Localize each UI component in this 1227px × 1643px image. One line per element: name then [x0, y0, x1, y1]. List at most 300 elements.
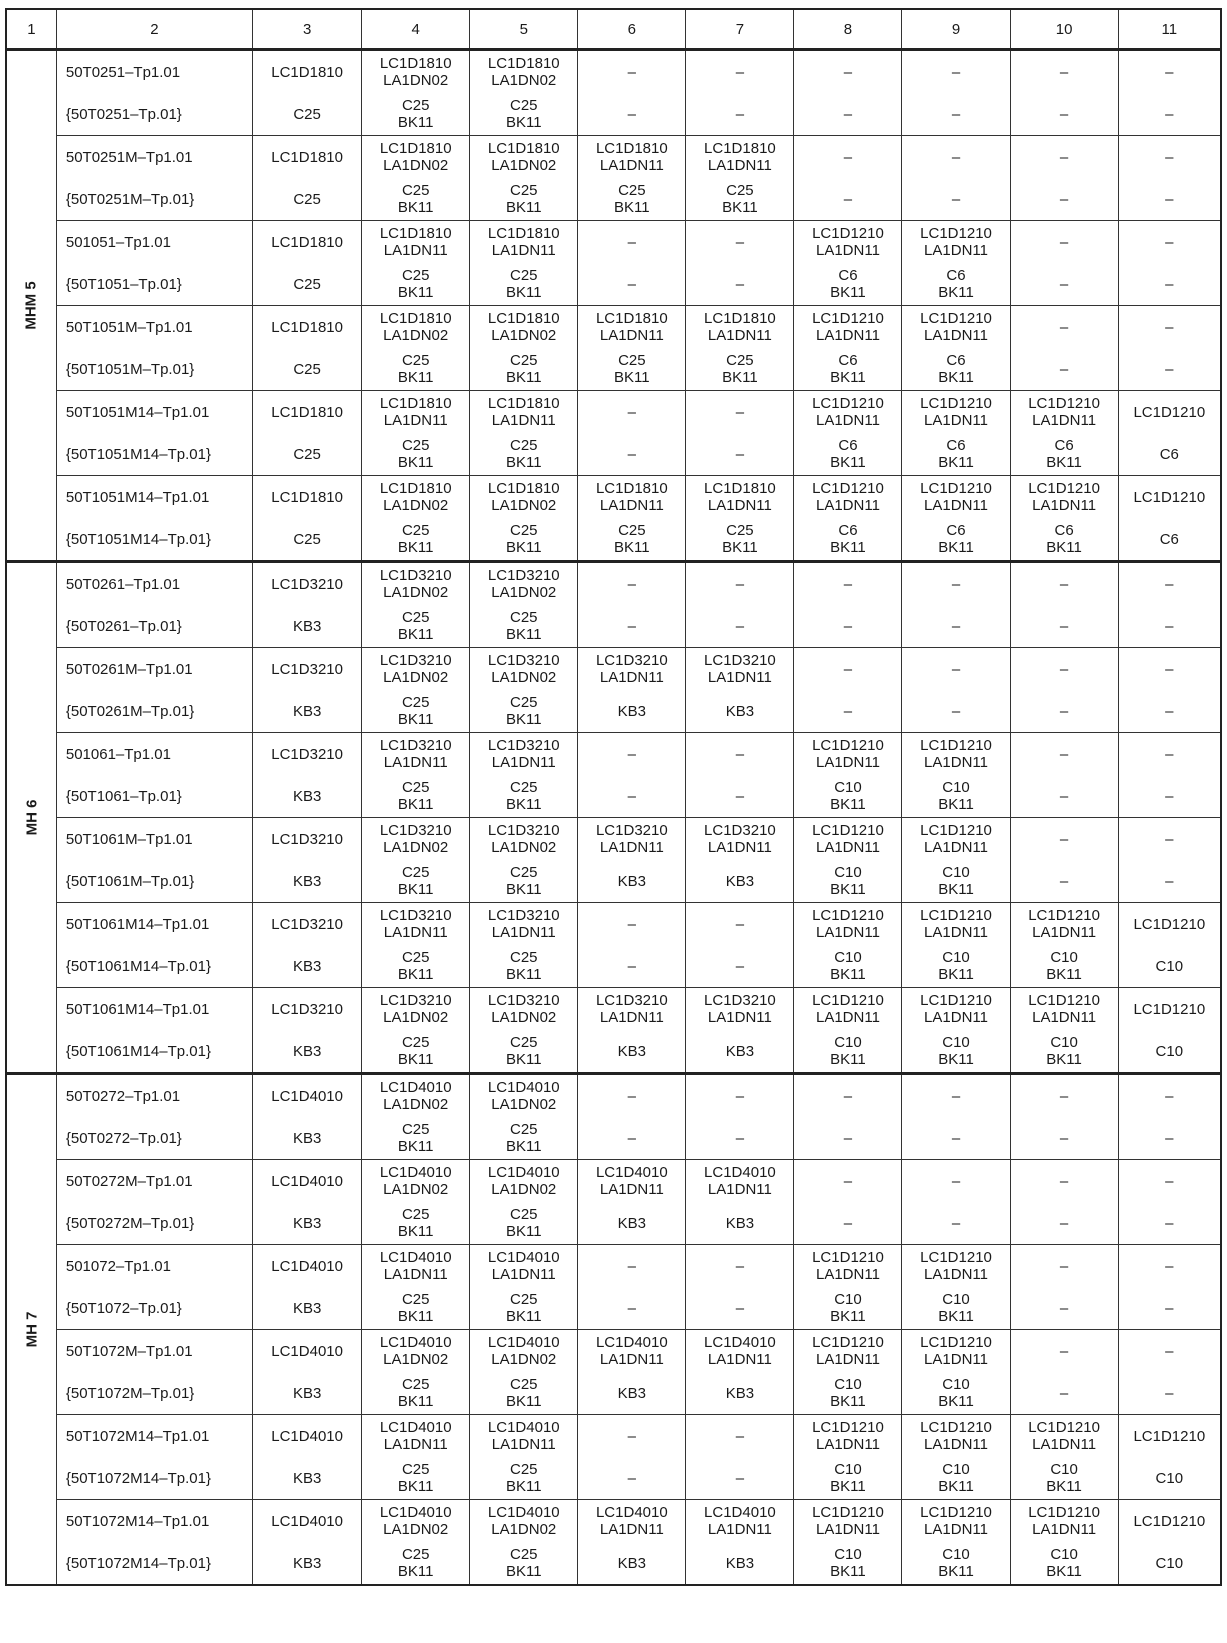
dash-mark: –: [843, 1087, 853, 1105]
cell-line: LA1DN11: [815, 1009, 880, 1026]
dash-mark: –: [1059, 63, 1069, 81]
table-cell: [902, 306, 1010, 349]
cell-line: LC1D3210: [379, 822, 452, 839]
table-cell: [470, 1330, 578, 1373]
cell-line: BK11: [830, 796, 866, 813]
cell-line: C10: [942, 864, 970, 881]
cell-line: BK11: [397, 1563, 434, 1580]
dash-mark: –: [627, 745, 636, 763]
cell-line: BK11: [505, 1478, 542, 1495]
column-header: 9: [902, 9, 1010, 50]
cell-line: LC1D3210: [271, 745, 343, 763]
cell-line: LA1DN11: [707, 1181, 772, 1198]
table-row: [6, 263, 1221, 306]
table-cell: [470, 605, 578, 648]
dash-mark: –: [1165, 1214, 1174, 1232]
table-row: [6, 648, 1221, 691]
cell-line: LC1D1810: [704, 480, 776, 497]
cell-line: LA1DN11: [599, 327, 664, 344]
table-cell: [1010, 775, 1118, 818]
dash-mark: –: [843, 1129, 853, 1147]
dash-mark: –: [627, 445, 636, 463]
cell-line: LA1DN11: [383, 924, 448, 941]
dash-mark: –: [843, 702, 853, 720]
cell-line: LC1D1210: [1028, 395, 1100, 412]
table-cell: [578, 1415, 686, 1458]
cell-line: C10: [834, 864, 862, 881]
cell-line: C10: [834, 779, 862, 796]
cell-line: LA1DN11: [924, 412, 988, 429]
cell-line: BK11: [1046, 454, 1082, 471]
table-cell: [1010, 50, 1118, 94]
cell-line: LC1D4010: [487, 1504, 560, 1521]
dash-mark: –: [1165, 318, 1174, 336]
table-cell: [1118, 1117, 1221, 1160]
table-cell: [362, 348, 470, 391]
cell-line: LC1D3210: [487, 652, 560, 669]
table-cell: [362, 391, 470, 434]
table-cell: [578, 476, 686, 519]
dash-mark: –: [1059, 1384, 1069, 1402]
dash-mark: –: [1165, 63, 1174, 81]
table-cell: [253, 1160, 362, 1203]
cell-line: BK11: [722, 369, 758, 386]
cell-line: LA1DN11: [599, 1181, 664, 1198]
dash-mark: –: [627, 105, 636, 123]
dash-mark: –: [1059, 1129, 1069, 1147]
cell-line: LA1DN11: [383, 412, 448, 429]
table-cell: [902, 988, 1010, 1031]
cell-line: BK11: [938, 1308, 974, 1325]
table-row: [6, 945, 1221, 988]
cell-line: LC1D3210: [379, 907, 452, 924]
cell-line: LA1DN02: [491, 1521, 557, 1538]
cell-line: LA1DN11: [1032, 412, 1097, 429]
cell-line: LA1DN11: [1032, 497, 1097, 514]
header-row: [6, 9, 1221, 50]
table-cell: [578, 50, 686, 94]
section-label-text: MH 6: [22, 799, 40, 836]
cell-line: C25: [401, 694, 430, 711]
table-cell: [253, 1372, 362, 1415]
table-cell: [253, 348, 362, 391]
cell-line: LC1D1210: [812, 737, 884, 754]
table-cell: [1010, 1457, 1118, 1500]
table-cell: [1118, 1074, 1221, 1118]
table-cell: [253, 1030, 362, 1074]
cell-line: LC1D4010: [487, 1249, 560, 1266]
table-cell: [578, 1030, 686, 1074]
cell-line: LA1DN11: [924, 1266, 988, 1283]
table-cell: [686, 518, 794, 562]
cell-line: LC1D1810: [487, 55, 560, 72]
table-cell: [253, 50, 362, 94]
table-cell: [470, 1372, 578, 1415]
cell-line: BK11: [830, 369, 866, 386]
cell-line: C10: [1050, 1034, 1078, 1051]
cell-line: LC1D3210: [271, 1000, 343, 1018]
cell-line: C25: [726, 182, 754, 199]
cell-line: BK11: [397, 1393, 434, 1410]
cell-line: LA1DN11: [815, 1436, 880, 1453]
cell-line: LA1DN11: [924, 497, 988, 514]
type-designation: 50T1061M–Tp1.01: [56, 818, 252, 861]
column-header: 2: [56, 9, 252, 50]
cell-line: C6: [1159, 445, 1179, 463]
cell-line: LC1D1210: [920, 395, 992, 412]
table-cell: [578, 391, 686, 434]
table-cell: [253, 648, 362, 691]
table-row: [6, 690, 1221, 733]
cell-line: LC1D4010: [595, 1164, 668, 1181]
cell-line: C25: [510, 1546, 538, 1563]
dash-mark: –: [1059, 360, 1069, 378]
cell-line: LA1DN11: [383, 1266, 448, 1283]
table-row: [6, 1245, 1221, 1288]
table-cell: [902, 1415, 1010, 1458]
cell-line: LC1D1210: [812, 1249, 884, 1266]
dash-mark: –: [627, 1469, 636, 1487]
table-cell: [578, 988, 686, 1031]
table-cell: [578, 903, 686, 946]
table-cell: [1010, 1202, 1118, 1245]
table-cell: [253, 860, 362, 903]
cell-line: BK11: [505, 454, 542, 471]
table-cell: [362, 818, 470, 861]
cell-line: BK11: [830, 1308, 866, 1325]
table-row: [6, 1074, 1221, 1118]
type-designation: {50T0272–Tp.01}: [56, 1117, 252, 1160]
table-cell: [1010, 306, 1118, 349]
type-designation: {50T1061M–Tp.01}: [56, 860, 252, 903]
cell-line: BK11: [397, 369, 434, 386]
table-cell: [362, 690, 470, 733]
cell-line: LA1DN11: [599, 669, 664, 686]
cell-line: LA1DN02: [383, 1181, 449, 1198]
table-cell: [470, 1160, 578, 1203]
type-designation: {50T1051M14–Tp.01}: [56, 518, 252, 562]
cell-line: BK11: [938, 1393, 974, 1410]
type-designation: {50T1072M–Tp.01}: [56, 1372, 252, 1415]
cell-line: LA1DN11: [924, 1521, 988, 1538]
table-cell: [362, 221, 470, 264]
cell-line: LC1D1810: [379, 55, 452, 72]
cell-line: LC1D4010: [487, 1334, 560, 1351]
type-designation: 501072–Tp1.01: [56, 1245, 252, 1288]
table-cell: [794, 1542, 902, 1585]
cell-line: LA1DN02: [491, 497, 557, 514]
table-cell: [362, 648, 470, 691]
table-cell: [253, 1500, 362, 1543]
table-cell: [902, 818, 1010, 861]
table-cell: [470, 1415, 578, 1458]
cell-line: BK11: [830, 966, 866, 983]
cell-line: LC1D1210: [812, 480, 884, 497]
table-cell: [1118, 476, 1221, 519]
cell-line: C10: [834, 1376, 862, 1393]
table-cell: [794, 1160, 902, 1203]
cell-line: LA1DN11: [707, 839, 772, 856]
table-cell: [686, 50, 794, 94]
cell-line: BK11: [397, 454, 434, 471]
table-cell: [1118, 1415, 1221, 1458]
cell-line: BK11: [397, 1051, 434, 1068]
table-cell: [1118, 945, 1221, 988]
table-cell: [902, 1372, 1010, 1415]
cell-line: LC1D1210: [920, 310, 992, 327]
type-designation: 501051–Tp1.01: [56, 221, 252, 264]
table-cell: [470, 1074, 578, 1118]
document-page: [5, 8, 1222, 1640]
dash-mark: –: [1059, 787, 1069, 805]
cell-line: C10: [834, 1291, 862, 1308]
cell-line: LC1D4010: [271, 1342, 343, 1360]
cell-line: LC1D4010: [379, 1419, 452, 1436]
table-cell: [578, 648, 686, 691]
cell-line: KB3: [292, 1384, 322, 1402]
table-cell: [1010, 1030, 1118, 1074]
table-cell: [794, 263, 902, 306]
cell-line: C25: [401, 352, 430, 369]
cell-line: C10: [1050, 949, 1078, 966]
table-cell: [794, 306, 902, 349]
table-cell: [794, 1457, 902, 1500]
cell-line: BK11: [938, 454, 974, 471]
table-cell: [794, 562, 902, 606]
table-cell: [362, 1500, 470, 1543]
table-row: [6, 988, 1221, 1031]
dash-mark: –: [951, 1214, 961, 1232]
cell-line: LC1D1210: [1028, 1419, 1100, 1436]
table-row: [6, 1330, 1221, 1373]
cell-line: BK11: [614, 199, 650, 216]
cell-line: LA1DN11: [599, 839, 664, 856]
dash-mark: –: [627, 403, 636, 421]
cell-line: LA1DN11: [707, 669, 772, 686]
table-cell: [253, 818, 362, 861]
table-cell: [578, 860, 686, 903]
column-header: 10: [1010, 9, 1118, 50]
table-cell: [253, 221, 362, 264]
dash-mark: –: [1165, 1342, 1174, 1360]
dash-mark: –: [1165, 1384, 1174, 1402]
cell-line: LC1D1810: [487, 310, 560, 327]
dash-mark: –: [1059, 105, 1069, 123]
table-cell: [902, 263, 1010, 306]
cell-line: BK11: [938, 966, 974, 983]
cell-line: BK11: [505, 1563, 542, 1580]
cell-line: LC1D3210: [704, 822, 776, 839]
cell-line: BK11: [830, 454, 866, 471]
cell-line: BK11: [614, 369, 650, 386]
table-row: [6, 306, 1221, 349]
cell-line: C25: [401, 609, 430, 626]
table-cell: [470, 518, 578, 562]
cell-line: LC1D3210: [271, 660, 343, 678]
table-cell: [362, 1542, 470, 1585]
table-cell: [470, 50, 578, 94]
cell-line: C25: [401, 1206, 430, 1223]
cell-line: LA1DN11: [815, 242, 880, 259]
table-cell: [1010, 1245, 1118, 1288]
cell-line: LC1D1210: [920, 907, 992, 924]
cell-line: BK11: [505, 114, 542, 131]
table-cell: [686, 562, 794, 606]
table-cell: [470, 1500, 578, 1543]
type-designation: {50T1051–Tp.01}: [56, 263, 252, 306]
table-cell: [1118, 1457, 1221, 1500]
table-row: [6, 476, 1221, 519]
cell-line: LA1DN11: [383, 1436, 448, 1453]
table-cell: [253, 1542, 362, 1585]
cell-line: BK11: [938, 1051, 974, 1068]
table-cell: [578, 1542, 686, 1585]
table-cell: [253, 903, 362, 946]
section-label: [6, 1074, 56, 1586]
dash-mark: –: [627, 1427, 636, 1445]
cell-line: LC1D4010: [704, 1504, 776, 1521]
table-row: [6, 348, 1221, 391]
column-header: 11: [1118, 9, 1221, 50]
table-cell: [1010, 690, 1118, 733]
table-cell: [1118, 93, 1221, 136]
cell-line: BK11: [397, 539, 434, 556]
cell-line: LC1D1210: [812, 225, 884, 242]
table-cell: [470, 391, 578, 434]
cell-line: C25: [293, 105, 321, 123]
type-designation: {50T1072M14–Tp.01}: [56, 1457, 252, 1500]
cell-line: C10: [1050, 1461, 1078, 1478]
table-cell: [470, 433, 578, 476]
cell-line: LC1D1210: [920, 1334, 992, 1351]
cell-line: BK11: [397, 626, 434, 643]
table-cell: [253, 605, 362, 648]
table-cell: [578, 818, 686, 861]
table-cell: [1010, 1330, 1118, 1373]
table-cell: [1010, 945, 1118, 988]
table-cell: [470, 903, 578, 946]
table-row: [6, 1542, 1221, 1585]
cell-line: BK11: [397, 199, 434, 216]
dash-mark: –: [735, 233, 745, 251]
table-cell: [362, 1202, 470, 1245]
cell-line: C25: [510, 1121, 538, 1138]
table-cell: [362, 1415, 470, 1458]
cell-line: BK11: [505, 1393, 542, 1410]
cell-line: BK11: [830, 539, 866, 556]
cell-line: C10: [1050, 1546, 1078, 1563]
type-designation: 50T1061M14–Tp1.01: [56, 903, 252, 946]
table-cell: [578, 221, 686, 264]
table-cell: [902, 1245, 1010, 1288]
table-cell: [362, 988, 470, 1031]
table-cell: [1010, 605, 1118, 648]
table-cell: [1118, 775, 1221, 818]
table-cell: [362, 945, 470, 988]
table-cell: [1118, 733, 1221, 776]
table-cell: [470, 178, 578, 221]
table-cell: [470, 860, 578, 903]
table-cell: [902, 1117, 1010, 1160]
cell-line: LA1DN11: [815, 497, 880, 514]
cell-line: C6: [838, 267, 858, 284]
table-cell: [794, 903, 902, 946]
table-cell: [902, 50, 1010, 94]
cell-line: KB3: [725, 1554, 755, 1572]
contactor-table: [5, 8, 1222, 1586]
dash-mark: –: [627, 233, 636, 251]
table-cell: [686, 433, 794, 476]
dash-mark: –: [735, 1469, 745, 1487]
table-cell: [794, 945, 902, 988]
table-cell: [362, 50, 470, 94]
table-cell: [794, 818, 902, 861]
dash-mark: –: [627, 63, 636, 81]
table-cell: [902, 903, 1010, 946]
cell-line: LC1D4010: [271, 1087, 343, 1105]
cell-line: LA1DN11: [815, 1351, 880, 1368]
table-cell: [1010, 518, 1118, 562]
cell-line: C25: [401, 97, 430, 114]
table-cell: [362, 1160, 470, 1203]
cell-line: LC1D1810: [487, 140, 560, 157]
cell-line: KB3: [725, 872, 755, 890]
cell-line: C10: [834, 1546, 862, 1563]
cell-line: C25: [401, 267, 430, 284]
table-cell: [578, 690, 686, 733]
type-designation: {50T1061M14–Tp.01}: [56, 945, 252, 988]
dash-mark: –: [1059, 1342, 1069, 1360]
cell-line: C25: [401, 1376, 430, 1393]
table-cell: [362, 1372, 470, 1415]
cell-line: LC1D1210: [812, 1334, 884, 1351]
table-cell: [902, 1500, 1010, 1543]
cell-line: C25: [510, 522, 538, 539]
column-header: 8: [794, 9, 902, 50]
table-cell: [470, 1542, 578, 1585]
cell-line: C10: [942, 779, 970, 796]
type-designation: {50T1051M–Tp.01}: [56, 348, 252, 391]
table-cell: [362, 518, 470, 562]
dash-mark: –: [951, 1087, 961, 1105]
table-cell: [1010, 221, 1118, 264]
cell-line: C25: [401, 182, 430, 199]
cell-line: LC1D1210: [812, 310, 884, 327]
table-cell: [686, 605, 794, 648]
table-cell: [1118, 1245, 1221, 1288]
section-label: [6, 50, 56, 562]
table-cell: [902, 348, 1010, 391]
cell-line: LC1D4010: [271, 1427, 343, 1445]
dash-mark: –: [735, 575, 745, 593]
dash-mark: –: [1165, 1257, 1174, 1275]
cell-line: C25: [293, 360, 321, 378]
cell-line: LC1D1810: [379, 310, 452, 327]
table-cell: [902, 1030, 1010, 1074]
table-cell: [1118, 1287, 1221, 1330]
type-designation: 50T0272–Tp1.01: [56, 1074, 252, 1118]
dash-mark: –: [627, 575, 636, 593]
table-cell: [1010, 648, 1118, 691]
table-cell: [253, 945, 362, 988]
table-cell: [470, 136, 578, 179]
cell-line: LC1D4010: [487, 1419, 560, 1436]
cell-line: C25: [401, 779, 430, 796]
table-cell: [253, 1330, 362, 1373]
table-cell: [1118, 690, 1221, 733]
cell-line: C25: [510, 1206, 538, 1223]
table-row: [6, 903, 1221, 946]
